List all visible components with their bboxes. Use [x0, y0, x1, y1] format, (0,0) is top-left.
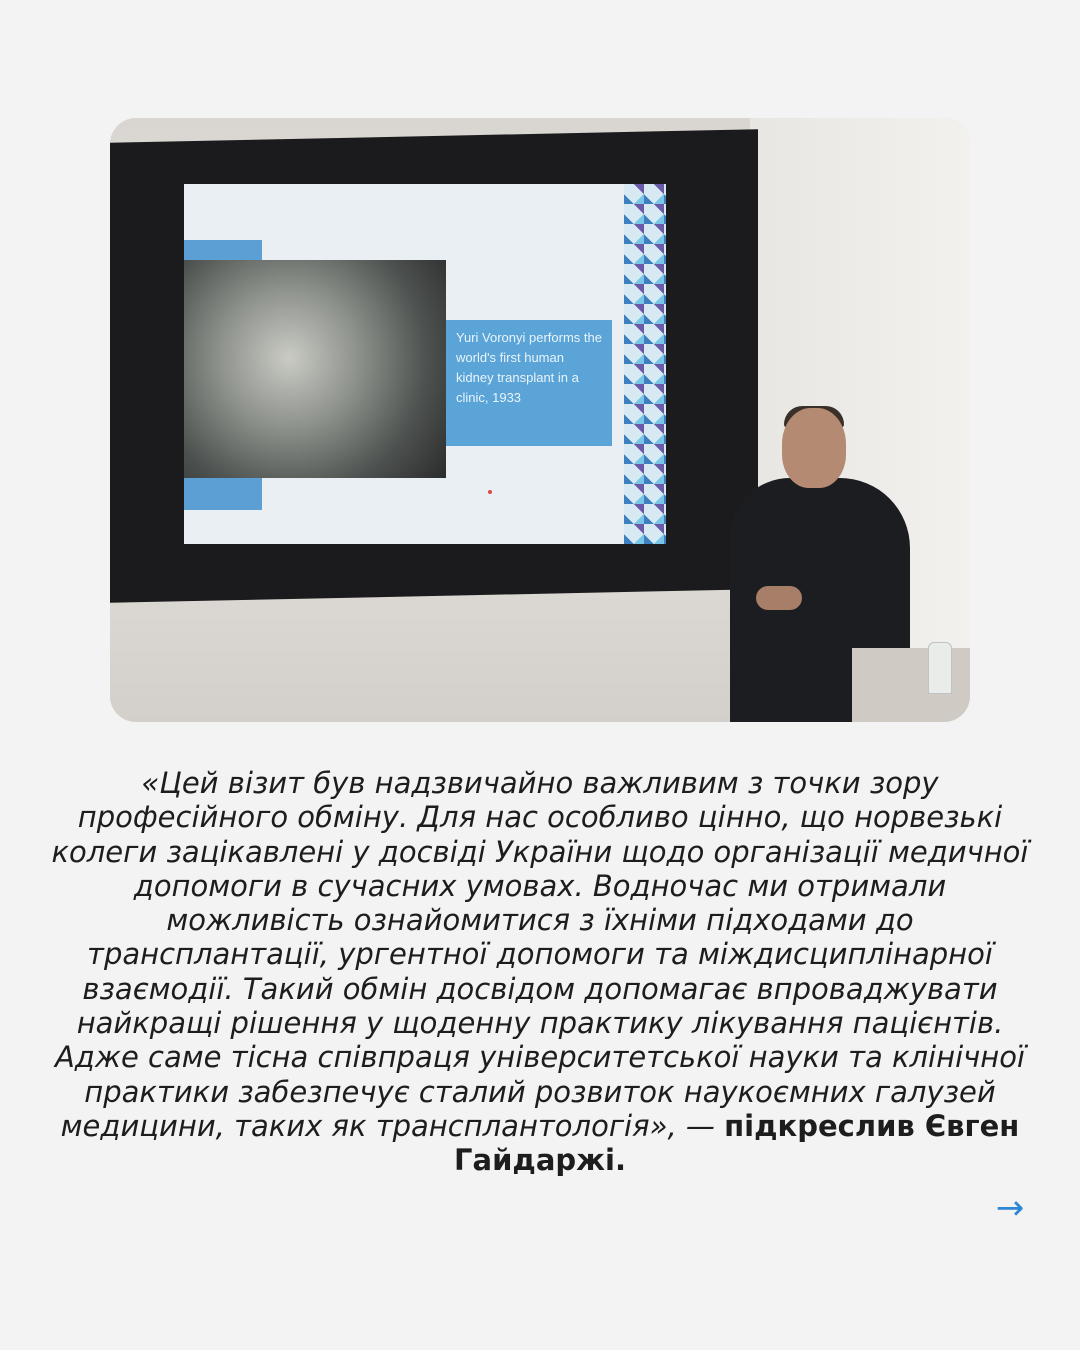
laser-pointer-dot — [488, 490, 492, 494]
quote-block — [50, 766, 1030, 1178]
slide-pattern — [624, 184, 666, 544]
slide-historic-photo — [184, 260, 446, 478]
quote-text: «Цей візит був надзвичайно важливим з точки зору професійного обміну. Для нас особливо цінно, що норвезькі колеги зацікавлені у досвіді України щодо організації медичної допомоги в сучасних умовах. Водночас ми отримали можливість ознайомитися з їхніми підходами до трансплантації, ургентної допомоги та міждисциплінарної взаємодії. Такий обмін досвідом допомагає впроваджувати найкращі рішення у щоденну практику лікування пацієнтів. Адже саме тісна співпраця університетської науки та клінічної практики забезпечує сталий розвиток наукоємних галузей медицини, таких як трансплантологія», — — [51, 766, 1029, 1143]
presenter-head — [782, 408, 846, 488]
quote-author: підкреслив Євген Гайдаржі. — [454, 1108, 1020, 1178]
arrow-right-icon[interactable]: → — [995, 1188, 1025, 1228]
presenter-hands — [756, 586, 802, 610]
slide-accent-bottom — [184, 478, 262, 510]
desk — [852, 648, 970, 722]
presentation-photo — [110, 118, 970, 722]
sanitizer-bottle — [928, 642, 952, 694]
projected-slide — [184, 184, 666, 544]
slide-caption: Yuri Voronyi performs the world's first human kidney transplant in a clinic, 1933 — [446, 320, 612, 446]
